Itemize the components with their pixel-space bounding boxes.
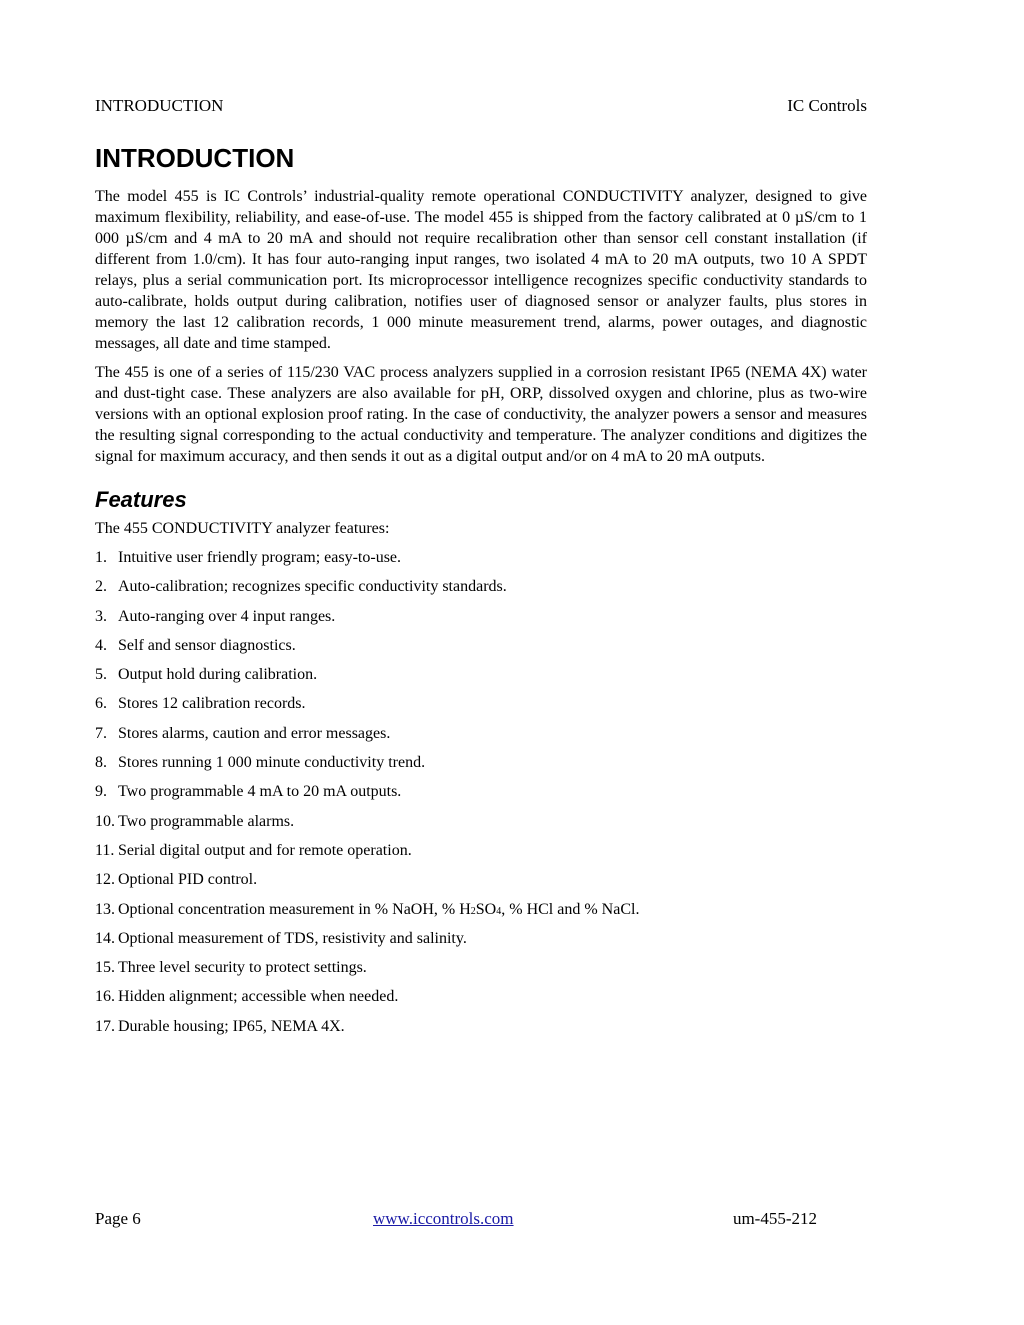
- list-item-text: Stores 12 calibration records.: [118, 695, 306, 713]
- header-section-title: INTRODUCTION: [95, 96, 224, 115]
- list-item: [95, 723, 867, 752]
- list-item-number: 9.: [95, 783, 107, 801]
- list-item-text: Auto-calibration; recognizes specific conductivity standards.: [118, 578, 507, 596]
- list-item: [95, 840, 867, 869]
- list-item-text: Stores running 1 000 minute conductivity trend.: [118, 754, 426, 772]
- list-item: [95, 752, 867, 781]
- list-item-text: Output hold during calibration.: [118, 666, 318, 684]
- list-item: [95, 899, 867, 928]
- list-item-number: 2.: [95, 578, 107, 596]
- list-item-number: 14.: [95, 929, 115, 947]
- list-item-text: Two programmable 4 mA to 20 mA outputs.: [118, 783, 402, 801]
- list-item-number: 4.: [95, 636, 107, 654]
- intro-paragraph-1: The model 455 is IC Controls’ industrial-quality remote operational CONDUCTIVITY analyzer, designed to give maximum flexibility, reliability, and ease-of-use. The model 455 is shipped from the factory calibrated at 0 µS/cm to 1 000 µS/cm and 4 mA to 20 mA and should not require recalibration other than sensor cell constant installation (if different from 1.0/cm). It has four auto-ranging input ranges, two isolated 4 mA to 20 mA outputs, two 10 A SPDT relays, plus a serial communication port. Its microprocessor intelligence recognizes specific conductivity standards to auto-calibrate, holds output during calibration, notifies user of diagnosed sensor or analyzer faults, plus stores in memory the last 12 calibration records, 1 000 minute measurement trend, alarms, power outages, and diagnostic messages, all date and time stamped.: [95, 188, 867, 352]
- list-item: [95, 635, 867, 664]
- list-item-text: Stores alarms, caution and error messages.: [118, 724, 391, 742]
- list-item: [95, 986, 867, 1015]
- list-item-number: 3.: [95, 607, 107, 625]
- list-item-number: 12.: [95, 871, 115, 889]
- subscript: 2: [470, 905, 476, 917]
- list-item-number: 8.: [95, 754, 107, 772]
- list-item-number: 17.: [95, 1017, 115, 1035]
- features-intro: The 455 CONDUCTIVITY analyzer features:: [95, 520, 390, 537]
- list-item: [95, 869, 867, 898]
- list-item: [95, 781, 867, 810]
- list-item-text: Serial digital output and for remote operation.: [118, 841, 412, 859]
- list-item-text: Two programmable alarms.: [118, 812, 295, 830]
- list-item: [95, 928, 867, 957]
- list-item: [95, 576, 867, 605]
- list-item-text: Self and sensor diagnostics.: [118, 636, 296, 654]
- list-item: [95, 606, 867, 635]
- intro-paragraph-2: The 455 is one of a series of 115/230 VAC process analyzers supplied in a corrosion resistant IP65 (NEMA 4X) water and dust-tight case. These analyzers are also available for pH, ORP, dissolved oxygen and chlorine, plus as two-wire versions with an optional explosion proof rating. In the case of conductivity, the analyzer powers a sensor and measures the resulting signal corresponding to the actual conductivity and temperature. The analyzer conditions and digitizes the signal for maximum accuracy, and then sends it out as a digital output and/or on 4 mA to 20 mA outputs.: [95, 364, 867, 465]
- list-item-text: Optional measurement of TDS, resistivity and salinity.: [118, 929, 467, 947]
- list-item: [95, 1016, 867, 1045]
- list-item: [95, 664, 867, 693]
- list-item: [95, 811, 867, 840]
- header-company-name: IC Controls: [787, 96, 867, 115]
- list-item-text: Hidden alignment; accessible when needed.: [118, 988, 399, 1006]
- list-item-text-part: , % HCl and % NaCl.: [501, 900, 640, 918]
- list-item-number: 6.: [95, 695, 107, 713]
- list-item-text: [118, 899, 639, 928]
- page-content: [95, 142, 867, 1045]
- list-item-number: 11.: [95, 841, 115, 859]
- page-number: Page 6: [95, 1209, 141, 1228]
- list-item-number: 16.: [95, 988, 115, 1006]
- list-item-number: 1.: [95, 549, 107, 566]
- document-code: um-455-212: [732, 1209, 817, 1228]
- list-item-text: Auto-ranging over 4 input ranges.: [118, 607, 336, 625]
- list-item-number: 13.: [95, 900, 115, 918]
- list-item: [95, 547, 867, 576]
- list-item-number: 7.: [95, 724, 107, 742]
- list-item-text-part: SO: [475, 900, 497, 918]
- list-item-text-part: Optional concentration measurement in % NaOH, % H: [118, 900, 471, 918]
- list-item-text: Optional PID control.: [118, 871, 258, 889]
- subscript: 4: [496, 905, 502, 917]
- list-item-text: Durable housing; IP65, NEMA 4X.: [118, 1017, 345, 1035]
- features-heading: Features: [95, 487, 187, 512]
- list-item-number: 5.: [95, 666, 107, 684]
- list-item-text: Intuitive user friendly program; easy-to-use.: [118, 549, 402, 566]
- list-item-number: 10.: [95, 812, 115, 830]
- list-item-number: 15.: [95, 959, 115, 977]
- page-title: INTRODUCTION: [95, 143, 295, 173]
- features-list: [95, 547, 867, 1045]
- website-link[interactable]: www.iccontrols.com: [373, 1209, 514, 1228]
- list-item: [95, 957, 867, 986]
- list-item-text: Three level security to protect settings.: [118, 959, 367, 977]
- list-item: [95, 693, 867, 722]
